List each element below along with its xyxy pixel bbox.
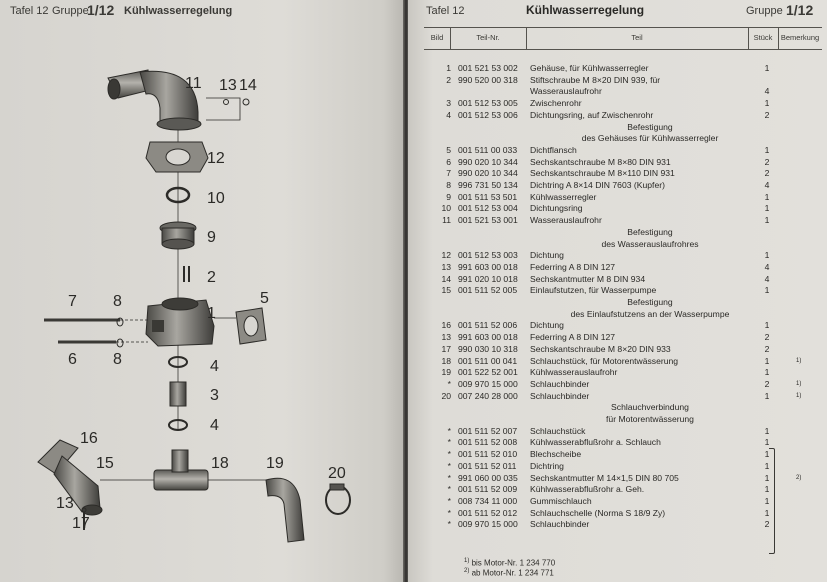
cell-stueck: 1: [764, 355, 770, 366]
table-row: [424, 85, 822, 97]
cell-stueck: 1: [764, 203, 770, 214]
diagram-label: 19: [266, 455, 284, 472]
cell-stueck: 1: [764, 390, 770, 401]
right-gruppe: Gruppe: [746, 5, 783, 17]
cell-stueck: 1: [764, 472, 770, 483]
cell-teil: Wasserauslaufrohr: [530, 86, 602, 97]
table-row: [424, 156, 822, 168]
cell-teil: Stiftschraube M 8×20 DIN 939, für: [530, 74, 661, 85]
diagram-label: 4: [210, 417, 219, 434]
table-row: [424, 425, 822, 437]
table-row: [424, 284, 822, 296]
cell-teil: Dichtring: [530, 460, 564, 471]
cell-stueck: 2: [764, 168, 770, 179]
table-row: [424, 191, 822, 203]
cell-teil-nr: 990 030 10 318: [458, 343, 518, 354]
cell-teil-nr: 990 020 10 344: [458, 168, 518, 179]
table-row: [424, 202, 822, 214]
diagram-label: 15: [96, 455, 114, 472]
cell-bild: 13: [441, 261, 451, 272]
diagram-label: 12: [207, 150, 225, 167]
col-bild: Bild: [430, 33, 444, 42]
cell-bemerkung: 1): [796, 357, 802, 364]
section-heading: Befestigung: [627, 226, 673, 237]
cell-teil-nr: 001 511 52 005: [458, 285, 518, 296]
cell-teil-nr: 996 731 50 134: [458, 180, 518, 190]
cell-stueck: 2: [764, 343, 770, 354]
col-teil-nr: Teil-Nr.: [476, 33, 500, 42]
cell-stueck: 4: [764, 180, 770, 190]
cell-bild: *: [447, 460, 451, 471]
cell-teil: Schlauchstück, für Motorentwässerung: [530, 355, 679, 366]
cell-bild: *: [447, 449, 451, 460]
cell-stueck: 1: [764, 63, 770, 73]
section-heading: des Einlaufstutzens an der Wasserpumpe: [570, 308, 730, 319]
cell-teil-nr: 001 511 00 033: [458, 144, 518, 155]
cell-teil-nr: 001 511 52 012: [458, 507, 518, 518]
cell-stueck: 1: [764, 98, 770, 109]
diagram-label: 5: [260, 290, 269, 307]
cell-bild: 17: [441, 343, 451, 354]
cell-teil-nr: 991 020 10 018: [458, 273, 518, 284]
cell-teil: Blechscheibe: [530, 449, 582, 460]
cell-teil: Einlaufstutzen, für Wasserpumpe: [530, 285, 657, 296]
table-row: [424, 460, 822, 472]
cell-bemerkung: 1): [796, 392, 802, 399]
footnote-2: $^{2)}$ ab Motor-Nr. 1 234 771: [464, 568, 554, 578]
cell-teil: Sechskantschraube M 8×80 DIN 931: [530, 156, 671, 167]
cell-teil-nr: 001 511 52 007: [458, 425, 518, 436]
cell-stueck: 2: [764, 519, 770, 530]
diagram-label: 2: [207, 269, 216, 286]
table-row: [424, 518, 822, 530]
diagram-label: 18: [211, 455, 229, 472]
cell-teil: Gehäuse, für Kühlwasserregler: [530, 63, 649, 73]
cell-teil: Kühlwasserabflußrohr a. Schlauch: [530, 437, 661, 448]
cell-teil: Schlauchschelle (Norma S 18/9 Zy): [530, 507, 666, 518]
cell-teil: Schlauchbinder: [530, 519, 590, 530]
table-row: [424, 366, 822, 378]
part-1-housing: [146, 298, 214, 346]
table-row: [424, 249, 822, 261]
cell-stueck: 1: [764, 285, 770, 296]
table-row: [424, 507, 822, 519]
cell-teil: Schlauchbinder: [530, 378, 590, 389]
cell-stueck: 2: [764, 332, 770, 343]
group-brace: [769, 448, 775, 554]
cell-teil: Dichtflansch: [530, 144, 577, 155]
part-9-thermostat: [160, 222, 196, 249]
left-gruppe: Gruppe: [52, 5, 89, 17]
cell-teil: Kühlwasserabflußrohr a. Geh.: [530, 484, 645, 495]
cell-teil: Kühlwasserregler: [530, 191, 597, 202]
cell-teil-nr: 991 060 00 035: [458, 472, 518, 483]
cell-bild: 8: [446, 180, 451, 190]
diagram-label: 1: [207, 305, 216, 322]
col-teil: Teil: [631, 33, 643, 42]
cell-bild: 12: [441, 250, 451, 261]
table-row: [424, 109, 822, 121]
cell-bild: 20: [441, 390, 451, 401]
table-row: [424, 355, 822, 367]
diagram-label: 8: [113, 351, 122, 368]
cell-bild: 13: [441, 332, 451, 343]
table-row: [424, 273, 822, 285]
cell-bild: *: [447, 437, 451, 448]
cell-bild: 16: [441, 320, 451, 331]
cell-stueck: 2: [764, 378, 770, 389]
table-row: [424, 378, 822, 390]
cell-stueck: 1: [764, 191, 770, 202]
cell-teil-nr: 001 521 53 001: [458, 215, 518, 226]
cell-teil: Dichtungsring: [530, 203, 583, 214]
cell-teil-nr: 001 512 53 003: [458, 250, 518, 261]
cell-teil-nr: 991 603 00 018: [458, 261, 518, 272]
cell-teil: Wasserauslaufrohr: [530, 215, 602, 226]
diagram-label: 6: [68, 351, 77, 368]
cell-stueck: 1: [764, 484, 770, 495]
cell-teil-nr: 990 020 10 344: [458, 156, 518, 167]
left-tafel: Tafel 12: [10, 5, 49, 17]
cell-teil: Sechskantmutter M 8 DIN 934: [530, 273, 646, 284]
right-tafel: Tafel 12: [426, 5, 465, 17]
diagram-label: 16: [80, 430, 98, 447]
cell-teil: Schlauchbinder: [530, 390, 590, 401]
section-heading: Befestigung: [627, 297, 673, 307]
cell-teil-nr: 990 520 00 318: [458, 74, 518, 85]
cell-bild: 14: [441, 273, 451, 284]
cell-teil: Gummischlauch: [530, 495, 592, 506]
table-row: [424, 214, 822, 226]
diagram-label: 3: [210, 387, 219, 404]
cell-stueck: 1: [764, 367, 770, 378]
cell-teil: Dichtung: [530, 320, 564, 331]
table-row: [424, 390, 822, 402]
cell-bild: 15: [441, 285, 451, 296]
table-row: [424, 144, 822, 156]
cell-teil-nr: 007 240 28 000: [458, 390, 518, 401]
cell-teil: Sechskantmutter M 14×1,5 DIN 80 705: [530, 472, 679, 483]
table-row: [424, 62, 822, 74]
section-heading: Befestigung: [627, 121, 673, 132]
cell-bild: 3: [446, 98, 451, 109]
section-heading: des Wasserauslaufrohres: [601, 238, 699, 249]
cell-bild: 2: [446, 74, 451, 85]
table-row: [424, 436, 822, 448]
diagram-label: 8: [113, 293, 122, 310]
left-gruppe-nr: 1/12: [87, 2, 115, 18]
table-row: [424, 179, 822, 191]
table-row: [424, 448, 822, 460]
cell-bild: *: [447, 507, 451, 518]
cell-teil-nr: 001 511 53 501: [458, 191, 518, 202]
diagram-label: 7: [68, 293, 77, 310]
right-title: Kühlwasserregelung: [526, 3, 645, 17]
cell-stueck: 4: [764, 261, 770, 272]
left-title: Kühlwasserregelung: [124, 5, 233, 17]
cell-bild: *: [447, 472, 451, 483]
cell-teil-nr: 991 603 00 018: [458, 332, 518, 343]
section-heading: für Motorentwässerung: [606, 414, 694, 424]
diagram-label: 11: [185, 75, 202, 92]
cell-teil-nr: 009 970 15 000: [458, 378, 518, 389]
table-row: [424, 167, 822, 179]
cell-bild: 11: [442, 215, 451, 226]
col-bemerkung: Bemerkung: [780, 33, 820, 42]
cell-teil: Sechskantschraube M 8×110 DIN 931: [530, 168, 675, 179]
cell-bemerkung: 2): [796, 474, 802, 481]
table-row: [424, 495, 822, 507]
cell-bild: 5: [446, 144, 451, 155]
diagram-label: 13: [56, 495, 74, 512]
cell-stueck: 1: [764, 250, 770, 261]
cell-stueck: 1: [764, 144, 770, 155]
cell-teil: Schlauchstück: [530, 425, 586, 436]
cell-bild: *: [447, 519, 451, 530]
cell-teil-nr: 001 511 52 011: [458, 460, 517, 471]
table-row: [424, 261, 822, 273]
exploded-diagram: [0, 30, 404, 582]
cell-bild: 1: [446, 63, 451, 73]
cell-stueck: 1: [764, 495, 770, 506]
cell-teil-nr: 001 511 52 010: [458, 449, 518, 460]
table-row: [424, 97, 822, 109]
diagram-label: 4: [210, 358, 219, 375]
cell-teil-nr: 001 511 52 008: [458, 437, 518, 448]
cell-teil: Dichtring A 8×14 DIN 7603 (Kupfer): [530, 180, 665, 190]
cell-teil-nr: 001 521 53 002: [458, 63, 518, 73]
cell-stueck: 1: [764, 449, 770, 460]
cell-bemerkung: 1): [796, 380, 802, 387]
cell-teil: Federring A 8 DIN 127: [530, 332, 616, 343]
cell-bild: 9: [446, 191, 451, 202]
diagram-label: 10: [207, 190, 225, 207]
cell-bild: 18: [441, 355, 451, 366]
cell-bild: 4: [446, 109, 451, 120]
cell-teil: Federring A 8 DIN 127: [530, 261, 616, 272]
cell-bild: 6: [446, 156, 451, 167]
cell-stueck: 1: [764, 507, 770, 518]
cell-stueck: 4: [764, 273, 770, 284]
cell-bild: *: [447, 425, 451, 436]
cell-bild: *: [447, 484, 451, 495]
right-page: [408, 0, 827, 582]
diagram-label: 13: [219, 77, 237, 94]
left-page: [0, 0, 404, 582]
cell-teil-nr: 001 512 53 004: [458, 203, 518, 214]
cell-stueck: 4: [764, 86, 770, 97]
cell-stueck: 1: [764, 320, 770, 331]
cell-teil-nr: 008 734 11 000: [458, 495, 518, 506]
cell-teil: Dichtungsring, auf Zwischenrohr: [530, 109, 654, 120]
section-heading: Schlauchverbindung: [611, 402, 689, 413]
section-heading: des Gehäuses für Kühlwasserregler: [581, 133, 719, 144]
cell-stueck: 2: [764, 109, 770, 120]
table-row: [424, 331, 822, 343]
cell-teil-nr: 001 511 52 009: [458, 484, 518, 495]
cell-teil-nr: 001 511 00 041: [458, 355, 518, 366]
cell-teil: Sechskantschraube M 8×20 DIN 933: [530, 343, 671, 354]
right-gruppe-nr: 1/12: [786, 2, 814, 18]
cell-stueck: 1: [764, 425, 770, 436]
table-row: [424, 74, 822, 86]
table-header-rule: [424, 49, 822, 50]
cell-bild: *: [447, 495, 451, 506]
col-stueck: Stück: [753, 33, 773, 42]
diagram-label: 9: [207, 229, 216, 246]
diagram-label: 17: [72, 515, 90, 532]
cell-bild: 7: [446, 168, 451, 179]
diagram-label: 20: [328, 465, 346, 482]
cell-stueck: 1: [764, 215, 770, 226]
cell-teil: Dichtung: [530, 250, 564, 261]
diagram-label: 14: [239, 77, 257, 94]
cell-teil-nr: 001 512 53 006: [458, 109, 518, 120]
cell-teil: Zwischenrohr: [530, 98, 582, 109]
table-row: [424, 472, 822, 484]
cell-teil-nr: 001 522 52 001: [458, 367, 518, 378]
cell-stueck: 2: [764, 156, 770, 167]
cell-bild: 10: [441, 203, 451, 214]
cell-teil-nr: 001 512 53 005: [458, 98, 518, 109]
cell-teil: Kühlwasserauslaufrohr: [530, 367, 618, 378]
cell-bild: *: [447, 378, 451, 389]
part-18-hose: [100, 450, 266, 490]
cell-stueck: 1: [764, 437, 770, 448]
cell-teil-nr: 001 511 52 006: [458, 320, 518, 331]
table-row: [424, 319, 822, 331]
cell-stueck: 1: [764, 460, 770, 471]
footnote-1: $^{1)}$ bis Motor-Nr. 1 234 770: [464, 558, 556, 568]
cell-teil-nr: 009 970 15 000: [458, 519, 518, 530]
table-row: [424, 343, 822, 355]
table-row: [424, 483, 822, 495]
cell-bild: 19: [441, 367, 451, 378]
